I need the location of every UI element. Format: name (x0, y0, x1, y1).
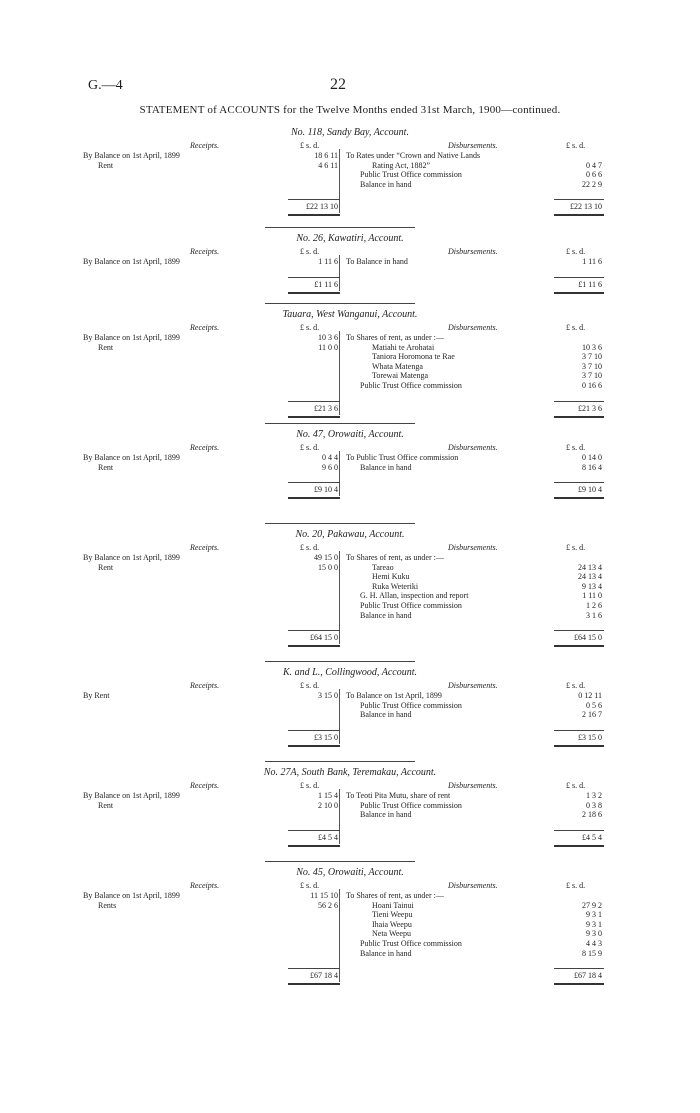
amount: 1 15 4 (318, 791, 338, 800)
amount: £67 18 4 (574, 971, 602, 981)
disbursement-label: Whata Matenga (372, 361, 423, 371)
receipts-lsd-caption: £ s. d. (300, 881, 320, 890)
total-rule (288, 830, 340, 831)
account-section (0, 529, 700, 643)
amount: £1 11 6 (314, 279, 338, 289)
receipts-lsd-caption: £ s. d. (300, 681, 320, 690)
amount: £67 18 4 (310, 971, 338, 981)
section-separator (265, 227, 415, 228)
account-section (0, 310, 700, 420)
amount: 3 15 0 (318, 691, 338, 700)
amount: 56 2 6 (318, 900, 338, 910)
receipts-caption: Receipts. (190, 141, 220, 150)
double-rule (288, 983, 340, 985)
disbursements-lsd-caption: £ s. d. (566, 543, 586, 552)
total-rule (554, 830, 604, 831)
total-rule (554, 277, 604, 278)
total-rule (288, 277, 340, 278)
double-rule (288, 745, 340, 747)
amount: 3 7 10 (582, 361, 602, 371)
total-rule (554, 730, 604, 731)
receipt-label: Rent (98, 562, 114, 572)
disbursements-lsd-caption: £ s. d. (566, 323, 586, 332)
amount: 8 16 4 (582, 462, 602, 472)
account-heading: K. and L., Collingwood, Account. (283, 667, 417, 678)
receipt-label: Rent (98, 160, 114, 170)
receipts-caption: Receipts. (190, 443, 220, 452)
disbursement-label: Taniora Horomona te Rae (372, 352, 455, 362)
total-rule (288, 630, 340, 631)
disbursement-label: Public Trust Office commission (360, 800, 462, 810)
double-rule (288, 214, 340, 216)
amount: 24 13 4 (578, 562, 602, 572)
amount: 3 7 10 (582, 371, 602, 381)
double-rule (554, 497, 604, 499)
receipt-label: Rent (98, 462, 114, 472)
amount: 9 6 0 (322, 462, 338, 472)
disbursements-lsd-caption: £ s. d. (566, 681, 586, 690)
total-rule (288, 401, 340, 402)
amount: £64 15 0 (574, 633, 602, 643)
amount: £9 10 4 (314, 485, 338, 495)
receipts-caption: Receipts. (190, 247, 220, 256)
disbursements-caption: Disbursements. (448, 443, 498, 452)
amount: 9 3 1 (586, 919, 602, 929)
amount: 11 0 0 (318, 342, 338, 352)
disbursement-label: Balance in hand (360, 710, 412, 720)
amount: £64 15 0 (310, 633, 338, 643)
amount: 18 6 11 (314, 151, 338, 160)
receipt-label: By Balance on 1st April, 1899 (83, 791, 180, 800)
amount: £1 11 6 (578, 279, 602, 289)
disbursements-lsd-caption: £ s. d. (566, 443, 586, 452)
disbursement-label: Matiahi te Arohatai (372, 342, 435, 352)
amount: 22 2 9 (582, 179, 602, 189)
amount: 1 11 0 (582, 591, 602, 601)
amount: 2 18 6 (582, 810, 602, 820)
receipts-lsd-caption: £ s. d. (300, 323, 320, 332)
double-rule (288, 292, 340, 294)
amount: 0 12 11 (578, 691, 602, 700)
receipt-label: Rents (98, 900, 117, 910)
disbursement-label: To Shares of rent, as under :— (346, 333, 444, 342)
disbursements-caption: Disbursements. (448, 543, 498, 552)
receipts-caption: Receipts. (190, 543, 220, 552)
disbursements-caption: Disbursements. (448, 781, 498, 790)
disbursement-label: To Shares of rent, as under :— (346, 891, 444, 900)
receipt-label: By Balance on 1st April, 1899 (83, 257, 180, 266)
total-rule (288, 968, 340, 969)
disbursements-caption: Disbursements. (448, 247, 498, 256)
amount: 0 16 6 (582, 381, 602, 390)
receipt-label: By Balance on 1st April, 1899 (83, 553, 180, 562)
disbursement-label: G. H. Allan, inspection and report (360, 591, 469, 601)
receipts-lsd-caption: £ s. d. (300, 141, 320, 150)
amount: £21 3 6 (578, 403, 602, 413)
amount: 9 3 0 (586, 929, 602, 939)
disbursement-label: To Balance in hand (346, 257, 408, 266)
double-rule (554, 983, 604, 985)
total-rule (288, 730, 340, 731)
receipt-label: Rent (98, 800, 114, 810)
disbursement-label: Balance in hand (360, 462, 412, 472)
amount: 3 7 10 (582, 352, 602, 362)
amount: 1 3 2 (586, 791, 602, 800)
amount: £22 13 10 (306, 202, 338, 212)
amount-column-rule (339, 149, 340, 213)
amount: 24 13 4 (578, 572, 602, 582)
total-rule (288, 482, 340, 483)
amount: 1 11 6 (582, 257, 602, 266)
receipt-label: By Rent (83, 691, 110, 700)
total-rule (554, 401, 604, 402)
total-rule (554, 630, 604, 631)
account-section (0, 867, 700, 981)
disbursement-label: Ihaia Weepu (372, 919, 412, 929)
disbursements-lsd-caption: £ s. d. (566, 247, 586, 256)
amount: 11 15 10 (310, 891, 338, 900)
page-number: 22 (330, 76, 346, 93)
disbursement-label: Balance in hand (360, 948, 412, 958)
amount: 3 1 6 (586, 610, 602, 620)
amount: 1 2 6 (586, 601, 602, 610)
section-separator (265, 423, 415, 424)
double-rule (554, 292, 604, 294)
double-rule (288, 845, 340, 847)
disbursement-label: To Public Trust Office commission (346, 453, 459, 462)
disbursement-label: Public Trust Office commission (360, 939, 462, 948)
disbursement-label: To Rates under “Crown and Native Lands (346, 151, 481, 160)
disbursement-label: Balance in hand (360, 610, 412, 620)
account-heading: No. 118, Sandy Bay, Account. (291, 127, 409, 138)
receipt-label: Rent (98, 342, 114, 352)
amount: 0 4 4 (322, 453, 338, 462)
double-rule (554, 845, 604, 847)
account-heading: No. 26, Kawatiri, Account. (296, 233, 404, 244)
amount: 10 3 6 (318, 333, 338, 342)
receipts-lsd-caption: £ s. d. (300, 781, 320, 790)
account-section (0, 128, 700, 238)
amount-column-rule (339, 451, 340, 496)
amount: £4 5 4 (582, 832, 602, 842)
amount: 49 15 0 (314, 553, 338, 562)
page-title: STATEMENT of ACCOUNTS for the Twelve Months ended 31st March, 1900—continued. (139, 104, 561, 116)
double-rule (554, 416, 604, 418)
disbursement-label: Tareao (372, 562, 394, 572)
section-separator (265, 661, 415, 662)
amount-column-rule (339, 331, 340, 415)
amount-column-rule (339, 689, 340, 744)
disbursement-label: Rating Act, 1882” (372, 160, 430, 170)
disbursements-lsd-caption: £ s. d. (566, 781, 586, 790)
disbursements-caption: Disbursements. (448, 881, 498, 890)
section-separator (265, 523, 415, 524)
amount: 4 6 11 (318, 160, 338, 170)
amount: 8 15 9 (582, 948, 602, 958)
double-rule (288, 416, 340, 418)
disbursement-label: Public Trust Office commission (360, 381, 462, 390)
receipts-lsd-caption: £ s. d. (300, 247, 320, 256)
amount: £3 15 0 (314, 732, 338, 742)
disbursement-label: To Balance on 1st April, 1899 (346, 691, 442, 700)
amount: £4 5 4 (318, 832, 338, 842)
receipt-label: By Balance on 1st April, 1899 (83, 453, 180, 462)
account-heading: No. 27A, South Bank, Teremakau, Account. (263, 767, 437, 778)
amount: 1 11 6 (318, 257, 338, 266)
disbursements-caption: Disbursements. (448, 323, 498, 332)
section-separator (265, 761, 415, 762)
amount-column-rule (339, 789, 340, 844)
section-separator (265, 861, 415, 862)
disbursement-label: Hoani Tainui (372, 900, 414, 910)
double-rule (554, 745, 604, 747)
disbursement-label: Hemi Kuku (372, 572, 410, 582)
disbursement-label: Public Trust Office commission (360, 170, 462, 180)
receipts-lsd-caption: £ s. d. (300, 443, 320, 452)
amount: 2 16 7 (582, 710, 602, 720)
amount: £22 13 10 (570, 202, 602, 212)
double-rule (288, 645, 340, 647)
page-reference: G.—4 (88, 78, 123, 93)
account-heading: No. 47, Orowaiti, Account. (296, 429, 404, 440)
disbursement-label: Torewai Matenga (372, 371, 429, 381)
amount: £3 15 0 (578, 732, 602, 742)
receipt-label: By Balance on 1st April, 1899 (83, 333, 180, 342)
section-separator (265, 303, 415, 304)
receipts-caption: Receipts. (190, 781, 220, 790)
amount: 10 3 6 (582, 342, 602, 352)
amount: 2 10 0 (318, 800, 338, 810)
disbursement-label: Neta Weepu (372, 929, 411, 939)
receipts-caption: Receipts. (190, 681, 220, 690)
total-rule (554, 199, 604, 200)
disbursement-label: Tieni Weepu (372, 910, 413, 920)
account-heading: No. 45, Orowaiti, Account. (296, 867, 404, 878)
amount: 9 3 1 (586, 910, 602, 920)
receipt-label: By Balance on 1st April, 1899 (83, 151, 180, 160)
receipts-caption: Receipts. (190, 323, 220, 332)
amount: 0 4 7 (586, 160, 602, 170)
disbursement-label: Balance in hand (360, 810, 412, 820)
double-rule (288, 497, 340, 499)
double-rule (554, 645, 604, 647)
amount: 0 5 6 (586, 700, 602, 710)
disbursement-label: Public Trust Office commission (360, 700, 462, 710)
amount: 0 6 6 (586, 170, 602, 180)
total-rule (554, 968, 604, 969)
disbursement-label: Balance in hand (360, 179, 412, 189)
receipt-label: By Balance on 1st April, 1899 (83, 891, 180, 900)
amount: 0 3 8 (586, 800, 602, 810)
disbursements-lsd-caption: £ s. d. (566, 881, 586, 890)
account-heading: No. 20, Pakawau, Account. (295, 529, 405, 540)
disbursement-label: To Shares of rent, as under :— (346, 553, 444, 562)
disbursements-caption: Disbursements. (448, 681, 498, 690)
receipts-lsd-caption: £ s. d. (300, 543, 320, 552)
disbursements-lsd-caption: £ s. d. (566, 141, 586, 150)
total-rule (288, 199, 340, 200)
amount: 4 4 3 (586, 939, 602, 948)
amount-column-rule (339, 255, 340, 291)
receipts-caption: Receipts. (190, 881, 220, 890)
disbursement-label: Ruka Weteriki (372, 581, 419, 591)
amount: 15 0 0 (318, 562, 338, 572)
amount: 27 9 2 (582, 900, 602, 910)
disbursements-caption: Disbursements. (448, 141, 498, 150)
disbursement-label: To Teoti Pita Mutu, share of rent (346, 791, 451, 800)
amount: £21 3 6 (314, 403, 338, 413)
account-heading: Tauara, West Wanganui, Account. (282, 309, 418, 320)
amount: £9 10 4 (578, 485, 602, 495)
disbursement-label: Public Trust Office commission (360, 601, 462, 610)
amount: 9 13 4 (582, 581, 602, 591)
total-rule (554, 482, 604, 483)
amount: 0 14 0 (582, 453, 602, 462)
double-rule (554, 214, 604, 216)
